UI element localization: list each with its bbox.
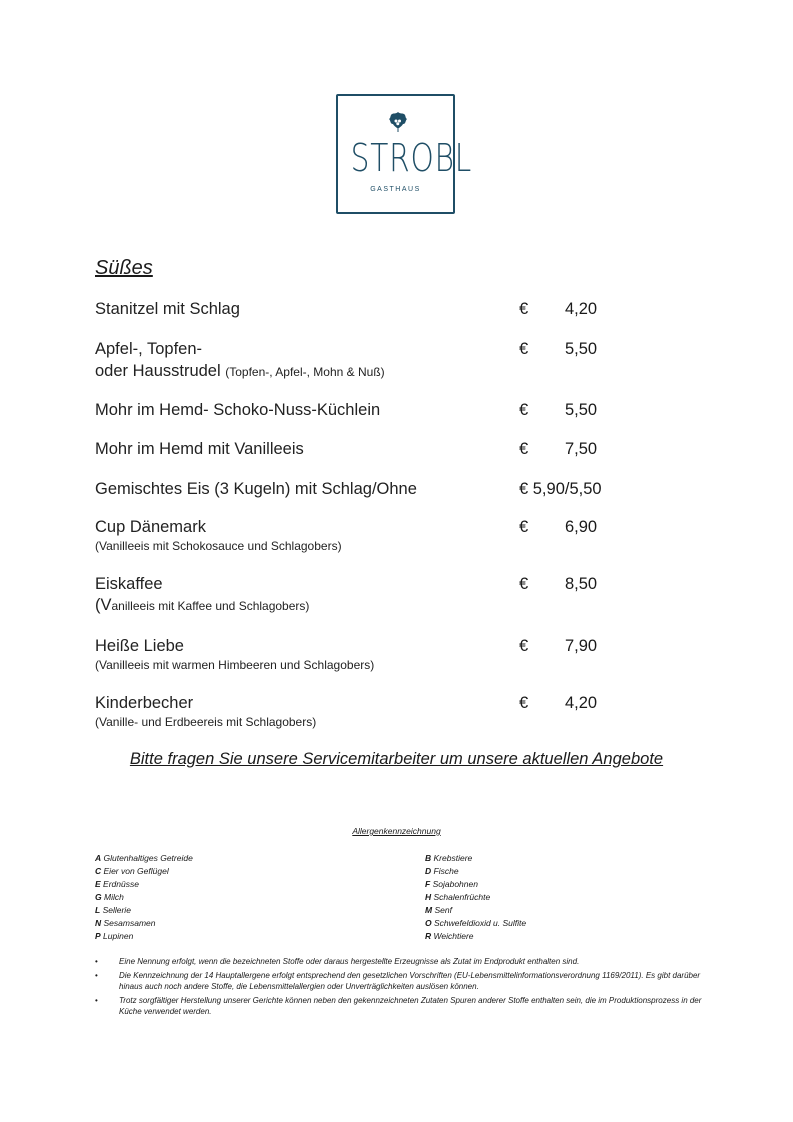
item-name: Mohr im Hemd mit Vanilleeis (95, 440, 304, 458)
allergen-code: C (95, 866, 102, 876)
note-item (95, 970, 705, 993)
allergen-code: N (95, 918, 102, 928)
item-currency: € (519, 518, 529, 536)
allergen-entry (425, 930, 526, 943)
allergen-code: H (425, 892, 432, 902)
item-price: 7,50 (565, 440, 598, 458)
allergen-entry (425, 878, 526, 891)
menu-item (95, 516, 615, 554)
logo (336, 94, 473, 214)
allergen-label: Krebstiere (433, 853, 473, 863)
item-currency: € (519, 401, 529, 419)
menu-item (95, 573, 615, 614)
allergen-label: Sellerie (102, 905, 131, 915)
allergen-label: Fische (433, 866, 459, 876)
allergen-code: D (425, 866, 432, 876)
note-item (95, 956, 705, 968)
bullet-icon: • (95, 970, 98, 980)
allergen-label: Weichtiere (433, 931, 474, 941)
allergen-label: Sojabohnen (432, 879, 478, 889)
allergen-entry (95, 878, 193, 891)
item-price: 5,50 (565, 401, 598, 419)
allergen-label: Schalenfrüchte (433, 892, 491, 902)
allergen-entry (425, 891, 526, 904)
allergen-list-left (95, 852, 193, 943)
item-name: Eiskaffee (95, 575, 163, 593)
allergen-code: B (425, 853, 432, 863)
menu-item (95, 692, 615, 730)
allergen-entry (95, 891, 193, 904)
item-currency: € (519, 340, 529, 358)
item-currency: € (519, 300, 529, 318)
allergen-entry (425, 917, 526, 930)
item-description: (Vanilleeis mit Kaffee und Schlagobers) (95, 596, 310, 614)
item-price: 4,20 (565, 694, 598, 712)
allergen-label: Senf (434, 905, 452, 915)
logo-subtitle: GASTHAUS (370, 186, 421, 193)
item-name: Stanitzel mit Schlag (95, 300, 240, 318)
allergen-notes (95, 956, 705, 1020)
vine-leaf-icon (386, 110, 410, 132)
allergen-code: L (95, 905, 101, 915)
allergen-code: R (425, 931, 432, 941)
menu-item (95, 478, 615, 500)
item-name-line2 (95, 360, 615, 383)
allergen-entry (425, 865, 526, 878)
allergen-entry (95, 930, 193, 943)
item-name: Cup Dänemark (95, 518, 206, 536)
allergen-label: Eier von Geflügel (103, 866, 169, 876)
allergen-entry (95, 852, 193, 865)
allergen-code: P (95, 931, 101, 941)
allergen-label: Schwefeldioxid u. Sulfite (434, 918, 527, 928)
allergen-label: Erdnüsse (103, 879, 139, 889)
allergen-code: G (95, 892, 102, 902)
item-description: (Vanilleeis mit warmen Himbeeren und Schlagobers) (95, 658, 375, 672)
bullet-icon: • (95, 957, 98, 966)
item-name: Heiße Liebe (95, 637, 184, 655)
item-name: Kinderbecher (95, 694, 194, 712)
allergen-label: Milch (104, 892, 124, 902)
menu-item (95, 338, 615, 383)
allergen-entry (425, 904, 526, 917)
allergen-code: F (425, 879, 431, 889)
allergen-entry (95, 904, 193, 917)
note-text: Eine Nennung erfolgt, wenn die bezeichneten Stoffe oder daraus hergestellte Erzeugnisse als Zutat im Endprodukt enthalten sind. (119, 957, 580, 966)
item-price: € 5,90/5,50 (519, 480, 602, 498)
menu-item (95, 635, 615, 673)
item-price: 7,90 (565, 637, 598, 655)
item-name-line2-text: oder Hausstrudel (95, 362, 221, 380)
allergen-label: Glutenhaltiges Getreide (103, 853, 193, 863)
note-item (95, 995, 705, 1018)
allergen-title: Allergenkennzeichnung (352, 826, 441, 836)
promo-text: Bitte fragen Sie unsere Servicemitarbeiter um unsere aktuellen Angebote (129, 750, 664, 768)
item-price: 8,50 (565, 575, 598, 593)
allergen-code: E (95, 879, 101, 889)
allergen-entry (95, 917, 193, 930)
item-description: (Vanille- und Erdbeereis mit Schlagobers) (95, 715, 317, 729)
allergen-entry (425, 852, 526, 865)
item-inline-note: (Topfen-, Apfel-, Mohn & Nuß) (225, 365, 385, 379)
menu-item (95, 399, 615, 421)
allergen-code: M (425, 905, 433, 915)
bullet-icon: • (95, 995, 98, 1005)
logo-name: STROBL (350, 136, 473, 180)
note-text: Die Kennzeichnung der 14 Hauptallergene erfolgt entsprechend den gesetzlichen Vorschriften (EU-Lebensmittelinformationsverordnung 1169/2011). Es gibt darüber hinaus auch noch andere Stoffe, die Lebensmittelallergien oder Unverträglichkeiten auslösen können. (119, 970, 701, 991)
item-name: Gemischtes Eis (3 Kugeln) mit Schlag/Ohne (95, 480, 417, 498)
section-title: Süßes (95, 257, 153, 279)
menu-item (95, 438, 615, 460)
allergen-code: A (95, 853, 102, 863)
item-price: 6,90 (565, 518, 598, 536)
item-price: 5,50 (565, 340, 598, 358)
item-currency: € (519, 637, 529, 655)
note-text: Trotz sorgfältiger Herstellung unserer Gerichte können neben den gekennzeichneten Zutaten Spuren anderer Stoffe enthalten sein, die im Produktionsprozess in der Küche verwendet werden. (119, 995, 702, 1016)
allergen-label: Lupinen (103, 931, 134, 941)
item-name: Mohr im Hemd- Schoko-Nuss-Küchlein (95, 401, 381, 419)
allergen-code: O (425, 918, 432, 928)
menu-item (95, 298, 615, 320)
item-description: (Vanilleeis mit Schokosauce und Schlagobers) (95, 539, 342, 553)
item-currency: € (519, 575, 529, 593)
item-currency: € (519, 440, 529, 458)
allergen-list-right (425, 852, 526, 943)
allergen-entry (95, 865, 193, 878)
item-currency: € (519, 694, 529, 712)
item-name: Apfel-, Topfen- (95, 340, 203, 358)
item-price: 4,20 (565, 300, 598, 318)
allergen-label: Sesamsamen (103, 918, 156, 928)
